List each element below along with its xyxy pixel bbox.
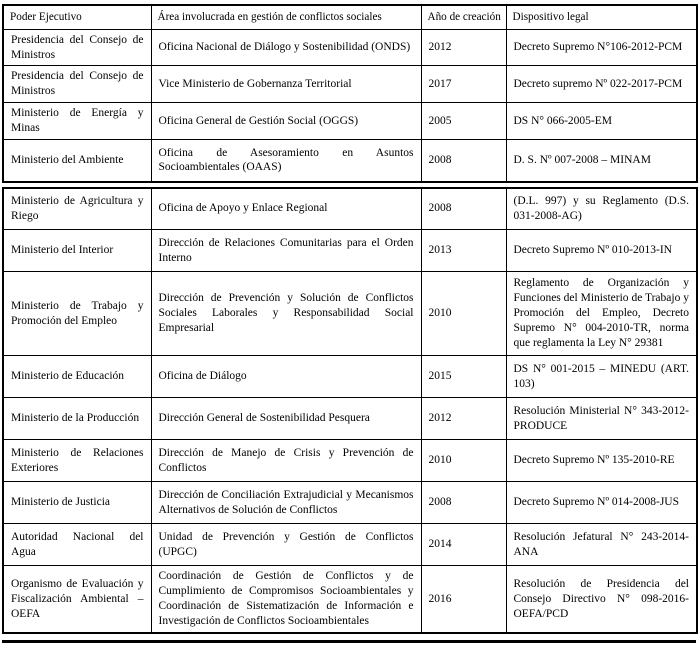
cell-year: 2005 bbox=[421, 103, 506, 140]
cell-area: Oficina General de Gestión Social (OGGS) bbox=[151, 103, 421, 140]
cell-poder: Ministerio de Relaciones Exteriores bbox=[3, 440, 151, 482]
cell-dispositivo: DS N° 066-2005-EM bbox=[506, 103, 697, 140]
cell-area: Oficina de Asesoramiento en Asuntos Socioambientales (OAAS) bbox=[151, 140, 421, 182]
table-row bbox=[3, 29, 697, 66]
table-row bbox=[3, 188, 697, 230]
table-row bbox=[3, 398, 697, 440]
cell-dispositivo: D. S. Nº 007-2008 – MINAM bbox=[506, 140, 697, 182]
table-part-2 bbox=[2, 187, 698, 634]
table-header-row bbox=[3, 5, 697, 29]
cell-area: Dirección de Relaciones Comunitarias para el Orden Interno bbox=[151, 230, 421, 272]
cell-poder: Ministerio de Educación bbox=[3, 356, 151, 398]
column-header-poder-ejecutivo: Poder Ejecutivo bbox=[3, 5, 151, 29]
cell-year: 2012 bbox=[421, 29, 506, 66]
cell-dispositivo: Decreto Supremo Nº 010-2013-IN bbox=[506, 230, 697, 272]
cell-area: Coordinación de Gestión de Conflictos y de Cumplimiento de Compromisos Socioambientales y Coordinación de Sistematización de Información e Investigación de Conflictos Socioambientales bbox=[151, 566, 421, 633]
column-header-anio: Año de creación bbox=[421, 5, 506, 29]
cell-year: 2012 bbox=[421, 398, 506, 440]
cell-dispositivo: Decreto Supremo N°106-2012-PCM bbox=[506, 29, 697, 66]
cell-poder: Ministerio del Ambiente bbox=[3, 140, 151, 182]
cell-poder: Organismo de Evaluación y Fiscalización Ambiental – OEFA bbox=[3, 566, 151, 633]
cell-poder: Ministerio de Energía y Minas bbox=[3, 103, 151, 140]
cell-dispositivo: Reglamento de Organización y Funciones del Ministerio de Trabajo y Promoción del Empleo, Decreto Supremo N° 004-2010-TR, norma que reglamenta la Ley N° 29381 bbox=[506, 272, 697, 356]
cell-area: Dirección de Manejo de Crisis y Prevención de Conflictos bbox=[151, 440, 421, 482]
cell-dispositivo: Decreto supremo Nº 022-2017-PCM bbox=[506, 66, 697, 103]
cell-poder: Ministerio de Justicia bbox=[3, 482, 151, 524]
table-continuation-rule bbox=[2, 640, 696, 643]
cell-area: Oficina de Diálogo bbox=[151, 356, 421, 398]
cell-year: 2008 bbox=[421, 188, 506, 230]
cell-area: Unidad de Prevención y Gestión de Conflictos (UPGC) bbox=[151, 524, 421, 566]
cell-dispositivo: Resolución de Presidencia del Consejo Directivo N° 098-2016-OEFA/PCD bbox=[506, 566, 697, 633]
cell-year: 2015 bbox=[421, 356, 506, 398]
cell-poder: Autoridad Nacional del Agua bbox=[3, 524, 151, 566]
cell-area: Dirección de Conciliación Extrajudicial y Mecanismos Alternativos de Solución de Conflictos bbox=[151, 482, 421, 524]
cell-poder: Ministerio del Interior bbox=[3, 230, 151, 272]
table-row bbox=[3, 272, 697, 356]
cell-dispositivo: Decreto Supremo Nº 014-2008-JUS bbox=[506, 482, 697, 524]
cell-poder: Ministerio de Agricultura y Riego bbox=[3, 188, 151, 230]
cell-poder: Presidencia del Consejo de Ministros bbox=[3, 29, 151, 66]
table-row bbox=[3, 440, 697, 482]
cell-year: 2014 bbox=[421, 524, 506, 566]
cell-dispositivo: Decreto Supremo Nº 135-2010-RE bbox=[506, 440, 697, 482]
table-row bbox=[3, 524, 697, 566]
cell-poder: Presidencia del Consejo de Ministros bbox=[3, 66, 151, 103]
column-header-area: Área involucrada en gestión de conflictos sociales bbox=[151, 5, 421, 29]
cell-year: 2010 bbox=[421, 440, 506, 482]
table-row bbox=[3, 103, 697, 140]
cell-year: 2013 bbox=[421, 230, 506, 272]
cell-area: Dirección de Prevención y Solución de Conflictos Sociales Laborales y Responsabilidad Social Empresarial bbox=[151, 272, 421, 356]
table-row bbox=[3, 356, 697, 398]
table-part-1 bbox=[2, 4, 698, 183]
cell-area: Oficina de Apoyo y Enlace Regional bbox=[151, 188, 421, 230]
cell-dispositivo: DS N° 001-2015 – MINEDU (ART. 103) bbox=[506, 356, 697, 398]
column-header-dispositivo: Dispositivo legal bbox=[506, 5, 697, 29]
table-row bbox=[3, 140, 697, 182]
cell-dispositivo: Resolución Ministerial N° 343-2012-PRODUCE bbox=[506, 398, 697, 440]
cell-year: 2008 bbox=[421, 140, 506, 182]
cell-dispositivo: (D.L. 997) y su Reglamento (D.S. 031-2008-AG) bbox=[506, 188, 697, 230]
table-row bbox=[3, 482, 697, 524]
cell-year: 2016 bbox=[421, 566, 506, 633]
cell-area: Vice Ministerio de Gobernanza Territorial bbox=[151, 66, 421, 103]
table-row bbox=[3, 66, 697, 103]
cell-year: 2017 bbox=[421, 66, 506, 103]
cell-area: Dirección General de Sostenibilidad Pesquera bbox=[151, 398, 421, 440]
conflict-offices-document bbox=[2, 4, 696, 643]
table-row bbox=[3, 230, 697, 272]
cell-poder: Ministerio de Trabajo y Promoción del Empleo bbox=[3, 272, 151, 356]
cell-year: 2008 bbox=[421, 482, 506, 524]
cell-dispositivo: Resolución Jefatural N° 243-2014-ANA bbox=[506, 524, 697, 566]
cell-poder: Ministerio de la Producción bbox=[3, 398, 151, 440]
cell-area: Oficina Nacional de Diálogo y Sostenibilidad (ONDS) bbox=[151, 29, 421, 66]
table-row bbox=[3, 566, 697, 633]
cell-year: 2010 bbox=[421, 272, 506, 356]
